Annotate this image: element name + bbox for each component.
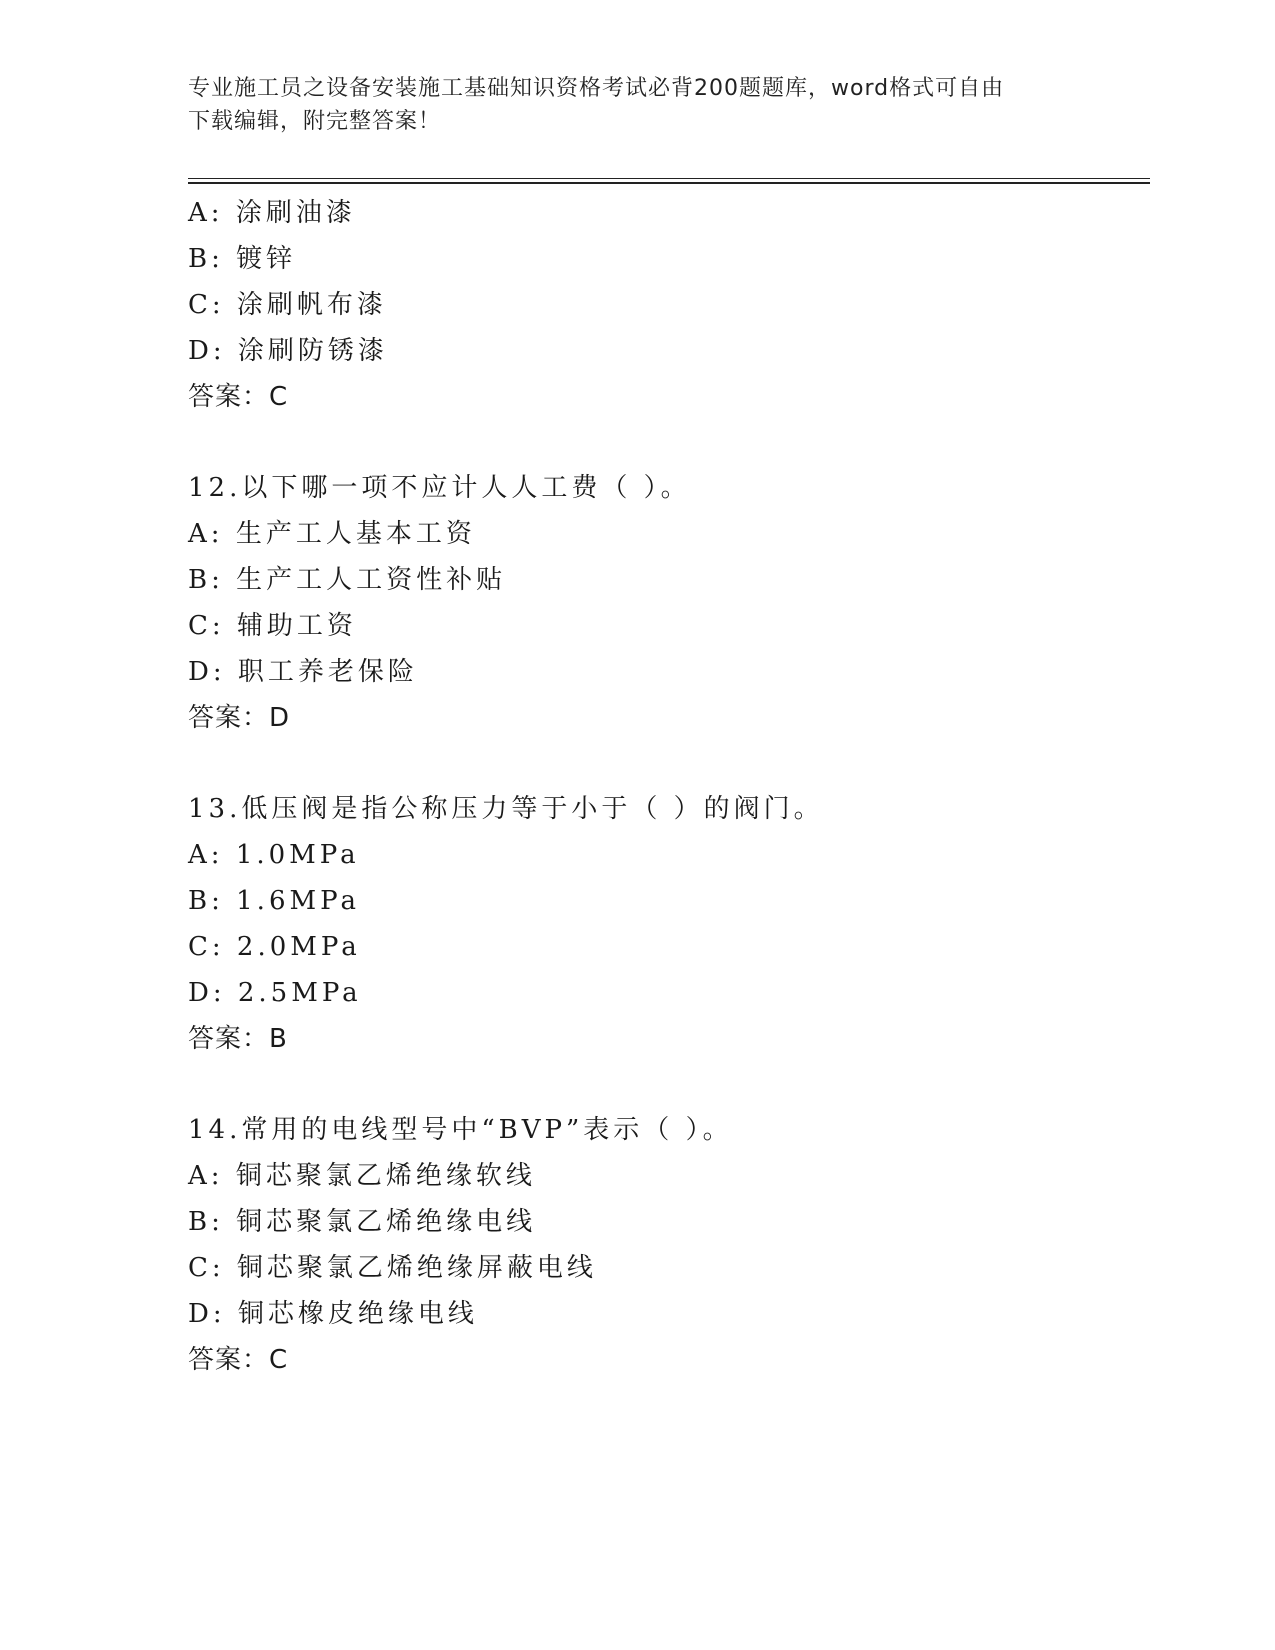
answer-line: 答案：C	[188, 382, 289, 412]
header-rule-thin	[188, 178, 1150, 179]
option-letter: B:	[188, 1207, 224, 1237]
option-text: 涂刷帆布漆	[236, 290, 387, 320]
option-c	[188, 924, 1148, 970]
question-stem: 14.常用的电线型号中“BVP”表示（ ）。	[188, 1115, 733, 1145]
option-d	[188, 1291, 1148, 1337]
question-stem: 12.以下哪一项不应计人人工费（ ）。	[188, 473, 691, 503]
option-letter: C:	[188, 932, 225, 962]
option-letter: B:	[188, 244, 224, 274]
option-c	[188, 282, 1148, 328]
answer-line: 答案：B	[188, 1024, 288, 1054]
header-title-line-1: 专业施工员之设备安装施工基础知识资格考试必背200题题库，word格式可自由	[188, 76, 1005, 101]
option-letter: C:	[188, 611, 225, 641]
header-title-line-2: 下载编辑，附完整答案！	[188, 109, 442, 134]
option-text: 职工养老保险	[237, 657, 418, 687]
option-letter: D:	[188, 978, 226, 1008]
option-text: 铜芯聚氯乙烯绝缘电线	[236, 1207, 537, 1237]
question-12	[188, 465, 1148, 741]
option-b	[188, 878, 1148, 924]
option-text: 涂刷油漆	[235, 198, 356, 228]
option-text: 镀锌	[236, 244, 297, 274]
option-d	[188, 328, 1148, 374]
document-header	[188, 72, 1068, 138]
option-a	[188, 190, 1148, 236]
option-text: 1.0MPa	[235, 840, 360, 870]
option-c	[188, 603, 1148, 649]
question-11	[188, 190, 1148, 420]
option-b	[188, 1199, 1148, 1245]
option-text: 1.6MPa	[236, 886, 360, 916]
question-13	[188, 786, 1148, 1062]
option-text: 铜芯聚氯乙烯绝缘屏蔽电线	[236, 1253, 597, 1283]
option-letter: D:	[188, 657, 226, 687]
option-letter: D:	[188, 336, 226, 366]
option-text: 铜芯聚氯乙烯绝缘软线	[235, 1161, 536, 1191]
option-text: 辅助工资	[236, 611, 357, 641]
option-text: 生产工人工资性补贴	[236, 565, 507, 595]
answer-line: 答案：D	[188, 703, 291, 733]
question-list	[188, 190, 1148, 1383]
option-letter: A:	[188, 519, 224, 549]
question-14	[188, 1107, 1148, 1383]
option-b	[188, 557, 1148, 603]
option-c	[188, 1245, 1148, 1291]
option-a	[188, 1153, 1148, 1199]
option-letter: A:	[188, 840, 224, 870]
option-d	[188, 970, 1148, 1016]
header-rule-thick	[188, 182, 1150, 184]
option-d	[188, 649, 1148, 695]
option-letter: C:	[188, 1253, 225, 1283]
option-a	[188, 832, 1148, 878]
option-letter: C:	[188, 290, 225, 320]
option-a	[188, 511, 1148, 557]
question-stem: 13.低压阀是指公称压力等于小于（ ）的阀门。	[188, 794, 824, 824]
option-b	[188, 236, 1148, 282]
option-letter: B:	[188, 886, 224, 916]
option-letter: A:	[188, 1161, 224, 1191]
option-letter: A:	[188, 198, 224, 228]
answer-line: 答案：C	[188, 1345, 289, 1375]
option-text: 涂刷防锈漆	[237, 336, 388, 366]
option-text: 生产工人基本工资	[235, 519, 476, 549]
option-letter: B:	[188, 565, 224, 595]
option-letter: D:	[188, 1299, 226, 1329]
option-text: 2.0MPa	[236, 932, 361, 962]
option-text: 2.5MPa	[237, 978, 362, 1008]
option-text: 铜芯橡皮绝缘电线	[237, 1299, 478, 1329]
